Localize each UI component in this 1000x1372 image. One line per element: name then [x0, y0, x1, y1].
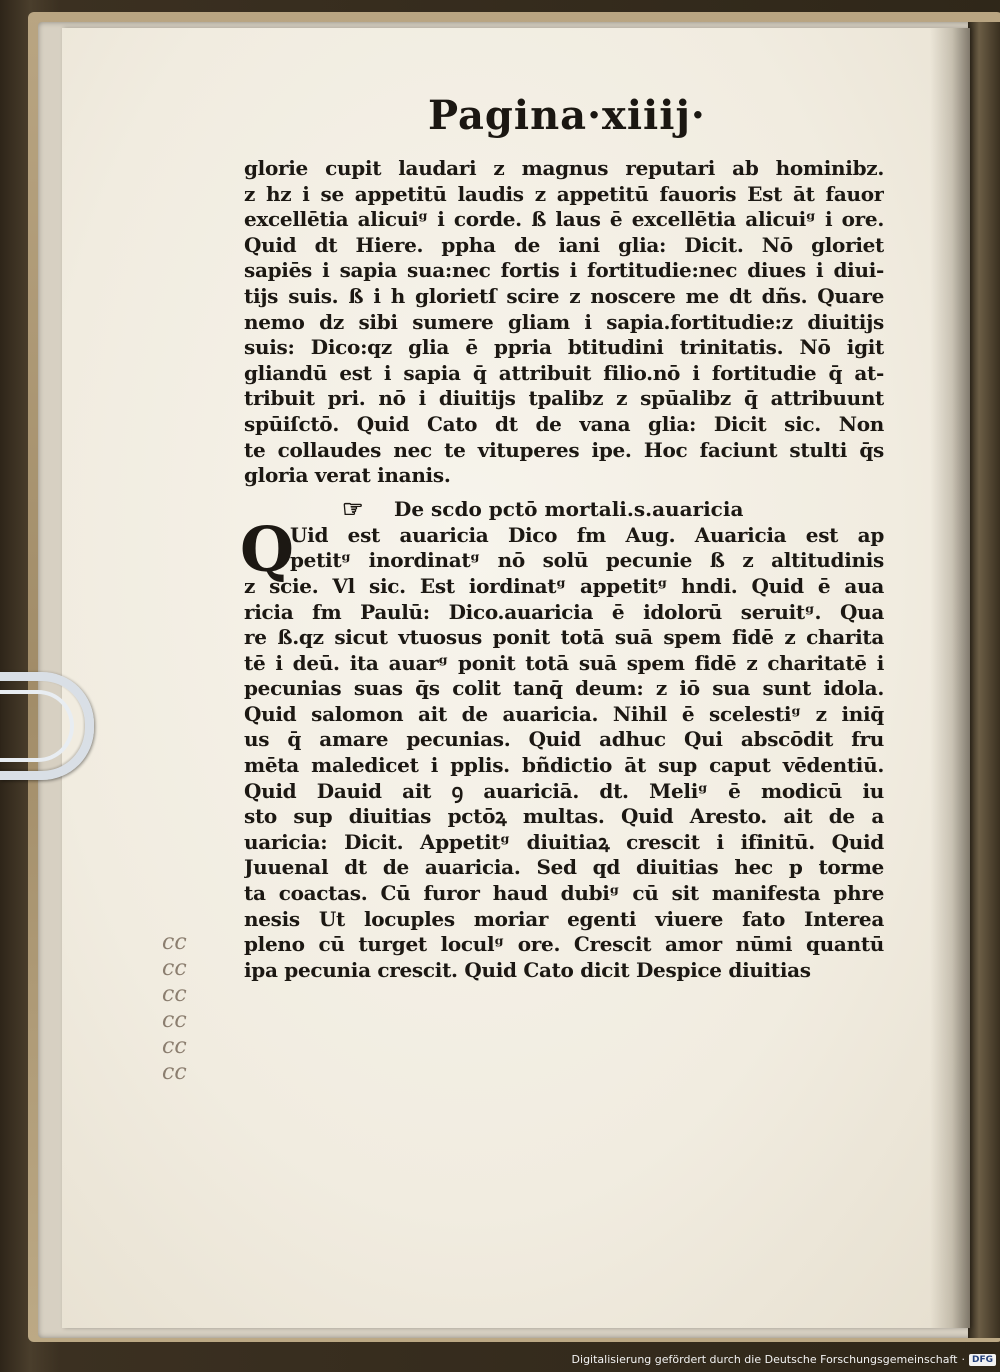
- text-line: pleno cū turget loculᵍ ore. Crescit amor nūmi quantū: [244, 932, 884, 957]
- text-line: spūiſctō. Quid Cato dt de vana glia: Dicit sic. Non: [244, 411, 884, 436]
- section-title: De scdo pctō mortali.s.auaricia: [394, 496, 744, 521]
- digitization-credit: Digitalisierung gefördert durch die Deutsche Forschungsgemeinschaft · DFG: [572, 1353, 996, 1366]
- margin-mark: cc: [162, 982, 187, 1007]
- text-line: sto sup diuitias pctōꝝ multas. Quid Aresto. ait de a: [244, 804, 884, 829]
- text-line: glorie cupit laudari z magnus reputari ab hominibz.: [244, 156, 884, 180]
- margin-mark: cc: [162, 930, 187, 955]
- marginal-annotations: [162, 930, 187, 1086]
- text-line: petitᵍ inordinatᵍ nō solū pecunie ß z altitudinis: [290, 548, 884, 573]
- paragraph-avarice: [240, 512, 884, 984]
- text-line: uaricia: Dicit. Appetitᵍ diuitiaꝝ crescit i ifinitū. Quid: [244, 829, 884, 854]
- paragraph-vainglory: [244, 156, 884, 489]
- page-body-text: [240, 156, 884, 983]
- dfg-logo: DFG: [969, 1354, 996, 1366]
- text-line: tijs suis. ß i h glorietſ scire z noscere me dt dñs. Quare: [244, 283, 884, 308]
- text-line: ricia fm Paulū: Dico.auaricia ē idolorū seruitᵍ. Qua: [244, 599, 884, 624]
- text-line: Quid dt Hiere. ppha de iani glia: Dicit. Nō gloriet: [244, 232, 884, 257]
- text-line: pecunias suas q̄s colit tanq̄ deum: z iō sua sunt idola.: [244, 676, 884, 701]
- text-line: suis: Dico:qz glia ē ppria btitudini trinitatis. Nō igit: [244, 335, 884, 360]
- paper-clip-inner-loop: [0, 690, 74, 762]
- text-line: us q̄ amare pecunias. Quid adhuc Qui abscōdit fru: [244, 727, 884, 752]
- text-line: excellētia alicuiᵍ i corde. ß laus ē excellētia alicuiᵍ i ore.: [244, 207, 884, 232]
- margin-mark: cc: [162, 1060, 187, 1085]
- text-line: Quid salomon ait de auaricia. Nihil ē scelestiᵍ z iniq̄: [244, 701, 884, 726]
- drop-initial: Q: [240, 512, 295, 586]
- text-line: re ß.qz sicut vtuosus ponit totā suā spem fidē z charita: [244, 625, 884, 650]
- margin-mark: cc: [162, 1008, 187, 1033]
- margin-mark: cc: [162, 956, 187, 981]
- text-line: ta coactas. Cū furor haud dubiᵍ cū sit manifesta phre: [244, 881, 884, 906]
- margin-mark: cc: [162, 1034, 187, 1059]
- facing-page-edge: [968, 22, 1000, 1338]
- text-line: nemo dz sibi sumere gliam i sapia.fortitudie:z diuitijs: [244, 309, 884, 334]
- text-line: ipa pecunia crescit. Quid Cato dicit Despice diuitias: [244, 957, 811, 982]
- page-gutter-shadow: [930, 28, 970, 1328]
- page-header: Pagina·xiiij·: [428, 92, 706, 139]
- text-line: Juuenal dt de auaricia. Sed qd diuitias hec p torme: [244, 855, 884, 880]
- text-line: z hz i se appetitū laudis z appetitū fauoris Est āt fauor: [244, 181, 884, 206]
- text-line: nesis Ut locuples moriar egenti viuere fato Interea: [244, 906, 884, 931]
- text-line: mēta maledicet i pplis. bñdictio āt sup caput vēdentiū.: [244, 753, 884, 778]
- text-line: z scie. Vl sic. Est iordinatᵍ appetitᵍ hndi. Quid ē aua: [244, 573, 884, 598]
- text-line: gliandū est i sapia q̄ attribuit filio.nō i fortitudie q̄ at-: [244, 360, 884, 385]
- text-line: Uid est auaricia Dico fm Aug. Auaricia est ap: [290, 522, 884, 547]
- text-line: sapiēs i sapia sua:nec fortis i fortitudie:nec diues i diui-: [244, 258, 884, 283]
- text-line: gloria verat inanis.: [244, 463, 451, 488]
- text-line: tē i deū. ita auarᵍ ponit totā suā spem fidē z charitatē i: [244, 650, 884, 675]
- credit-text: Digitalisierung gefördert durch die Deutsche Forschungsgemeinschaft: [571, 1353, 958, 1366]
- text-line: Quid Dauid ait ꝯ auariciā. dt. Meliᵍ ē modicū iu: [244, 778, 884, 803]
- manicule-icon: ☞: [342, 493, 364, 523]
- text-line: te collaudes nec te vituperes ipe. Hoc faciunt stulti q̄s: [244, 437, 884, 462]
- section-heading: [244, 495, 884, 523]
- text-line: tribuit pri. nō i diuitijs tpalibz z spūalibz q̄ attribuunt: [244, 386, 884, 411]
